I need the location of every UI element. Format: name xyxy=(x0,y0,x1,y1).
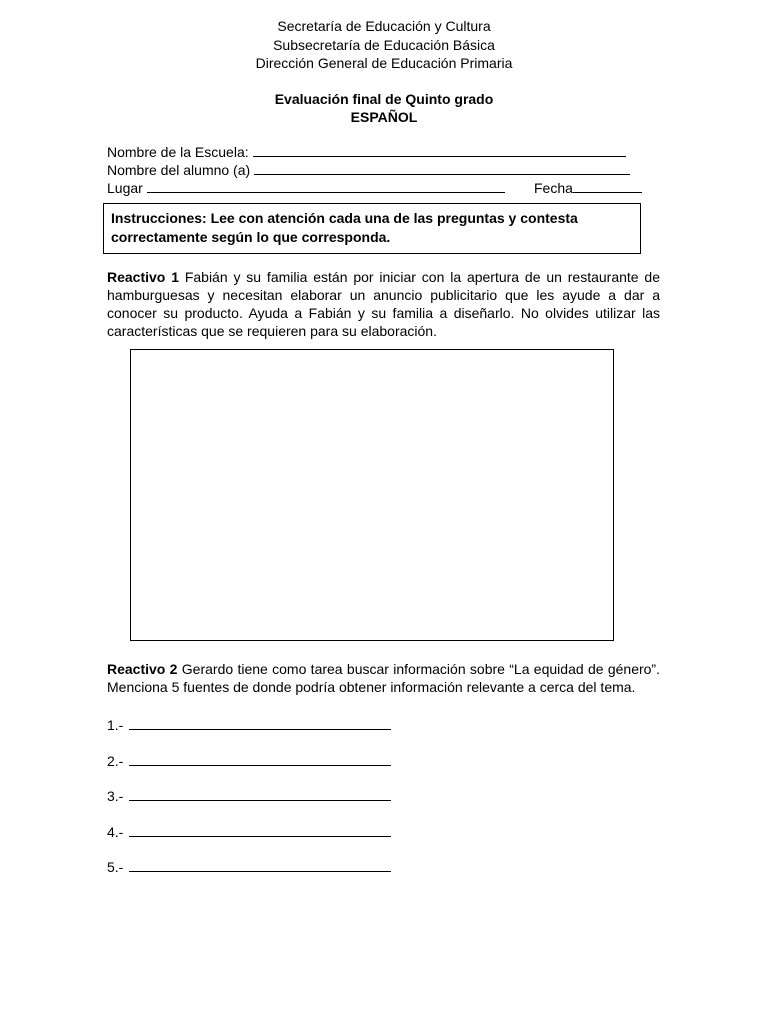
document-header xyxy=(0,17,768,73)
school-name-blank[interactable] xyxy=(253,144,626,157)
school-name-label: Nombre de la Escuela: xyxy=(107,144,249,160)
instructions-box xyxy=(103,203,641,254)
answer-blank[interactable] xyxy=(129,859,391,872)
answer-number: 4.- xyxy=(107,824,124,840)
answer-line-3 xyxy=(107,787,391,805)
student-name-field xyxy=(107,161,647,179)
reactivo-2 xyxy=(107,660,660,696)
subject-title: ESPAÑOL xyxy=(350,109,418,125)
place-label: Lugar xyxy=(107,180,143,196)
student-info-fields xyxy=(107,143,647,197)
answer-line-4 xyxy=(107,823,391,841)
reactivo-2-text: Gerardo tiene como tarea buscar información sobre “La equidad de género”. Menciona 5 fuentes de donde podría obtener información relevante a cerca del tema. xyxy=(107,661,660,695)
answer-line-1 xyxy=(107,716,391,734)
answer-blank[interactable] xyxy=(129,788,391,801)
answer-number: 3.- xyxy=(107,788,124,804)
answer-blank[interactable] xyxy=(129,717,391,730)
place-blank[interactable] xyxy=(147,180,505,193)
document-title xyxy=(0,90,768,126)
exam-title: Evaluación final de Quinto grado xyxy=(274,91,494,107)
header-direccion: Dirección General de Educación Primaria xyxy=(255,55,513,71)
student-name-blank[interactable] xyxy=(254,162,630,175)
answer-line-2 xyxy=(107,752,391,770)
date-label: Fecha xyxy=(534,180,573,196)
date-blank[interactable] xyxy=(573,180,642,193)
reactivo-1 xyxy=(107,268,660,340)
answer-number: 2.- xyxy=(107,753,124,769)
header-secretaria: Secretaría de Educación y Cultura xyxy=(277,18,491,34)
answer-line-5 xyxy=(107,858,391,876)
reactivo-2-label: Reactivo 2 xyxy=(107,661,178,677)
place-date-field xyxy=(107,179,647,197)
reactivo-1-text: Fabián y su familia están por iniciar con la apertura de un restaurante de hamburguesas y necesitan elaborar un anuncio publicitario que les ayude a dar a conocer su producto. Ayuda a Fabián y su familia a diseñarlo. No olvides utilizar las características que se requieren para su elaboración. xyxy=(107,269,660,339)
student-name-label: Nombre del alumno (a) xyxy=(107,162,251,178)
answer-number: 1.- xyxy=(107,717,124,733)
date-field xyxy=(534,179,642,197)
ad-drawing-box[interactable] xyxy=(130,349,614,641)
school-name-field xyxy=(107,143,647,161)
instructions-text: Instrucciones: Lee con atención cada una de las preguntas y contesta correctamente según lo que corresponda. xyxy=(111,210,578,245)
header-subsecretaria: Subsecretaría de Educación Básica xyxy=(273,36,495,53)
answer-blank[interactable] xyxy=(129,753,391,766)
answer-blank[interactable] xyxy=(129,824,391,837)
answer-number: 5.- xyxy=(107,859,124,875)
reactivo-1-label: Reactivo 1 xyxy=(107,269,179,285)
